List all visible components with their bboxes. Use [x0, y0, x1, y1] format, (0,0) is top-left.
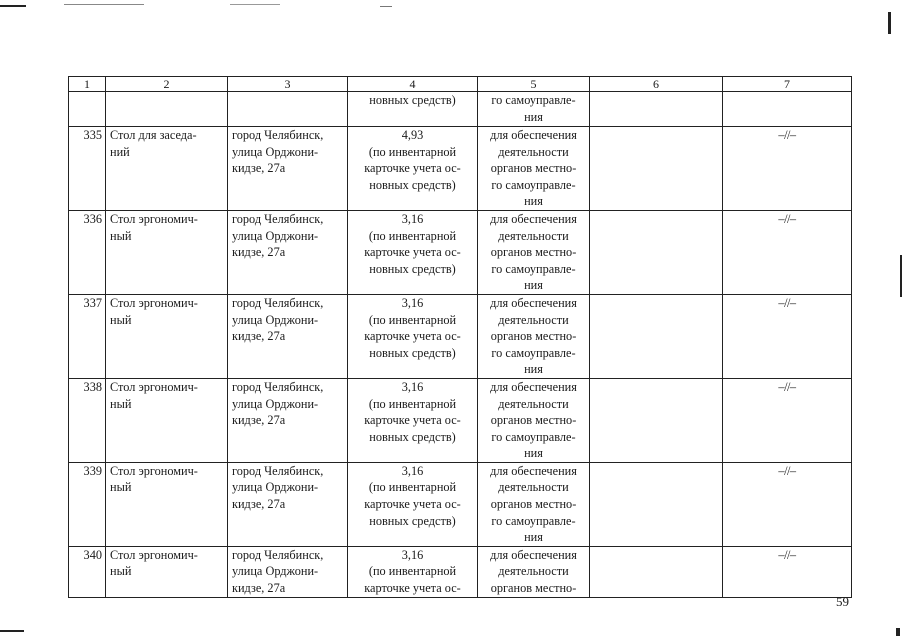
name-line: ный [110, 312, 132, 327]
item-address-cell [228, 127, 348, 211]
item-col7-cell [723, 92, 852, 127]
item-col6-cell [590, 92, 723, 127]
value-line: (по инвентарной [368, 564, 457, 579]
purpose-line: органов местно- [490, 161, 577, 176]
purpose-line: деятельности [498, 480, 569, 495]
value-line: карточке учета ос- [364, 161, 461, 176]
address-line: кидзе, 27а [232, 245, 286, 260]
name-line: Стол для заседа- [110, 128, 197, 142]
address-line: кидзе, 27а [232, 413, 286, 428]
item-value-cell [348, 92, 478, 127]
value-line: (по инвентарной [368, 144, 457, 159]
item-col7-cell: –//– [723, 378, 852, 462]
item-number-cell: 336 [69, 210, 106, 294]
item-number-cell: 335 [69, 127, 106, 211]
purpose-line: деятельности [498, 228, 569, 243]
value-line: 3,16 [401, 463, 424, 478]
purpose-line: го самоуправле- [491, 177, 576, 192]
value-line: карточке учета ос- [364, 329, 461, 344]
purpose-line: ния [524, 109, 543, 124]
name-line: Стол эргономич- [110, 379, 198, 394]
column-number: 2 [106, 77, 228, 92]
item-value-cell [348, 294, 478, 378]
name-line: Стол эргономич- [110, 547, 198, 562]
item-number-cell: 340 [69, 546, 106, 597]
value-line: (по инвентарной [368, 228, 457, 243]
item-address-cell [228, 378, 348, 462]
scan-mark [230, 4, 280, 5]
purpose-line: го самоуправле- [491, 429, 576, 444]
item-col7-cell: –//– [723, 210, 852, 294]
value-line: (по инвентарной [368, 396, 457, 411]
purpose-line: деятельности [498, 564, 569, 579]
item-col6-cell [590, 127, 723, 211]
table-row [69, 462, 852, 546]
name-line: ный [110, 396, 132, 411]
purpose-line: деятельности [498, 312, 569, 327]
name-line: Стол эргономич- [110, 211, 198, 226]
purpose-line: органов местно- [490, 413, 577, 428]
item-value-cell [348, 378, 478, 462]
continuation-row [69, 92, 852, 127]
value-line: карточке учета ос- [364, 245, 461, 260]
item-address-cell [228, 294, 348, 378]
purpose-line: органов местно- [490, 245, 577, 260]
item-purpose-cell [478, 210, 590, 294]
address-line: улица Орджони- [232, 228, 319, 243]
table-row [69, 546, 852, 597]
scan-mark [380, 6, 392, 7]
item-col6-cell [590, 294, 723, 378]
address-line: улица Орджони- [232, 396, 319, 411]
value-line: новных средств) [369, 177, 456, 192]
value-line: 3,16 [401, 547, 424, 562]
address-line: город Челябинск, [232, 379, 324, 394]
purpose-line: для обеспечения [490, 463, 577, 478]
scan-mark [900, 255, 902, 297]
address-line: кидзе, 27а [232, 161, 286, 176]
item-col7-cell: –//– [723, 127, 852, 211]
name-line: ний [110, 144, 130, 159]
purpose-line: го самоуправле- [491, 261, 576, 276]
column-number: 4 [348, 77, 478, 92]
purpose-line: деятельности [498, 144, 569, 159]
purpose-line: го самоуправле- [491, 345, 576, 360]
address-line: улица Орджони- [232, 480, 319, 495]
value-line: 3,16 [401, 295, 424, 310]
item-name-cell [106, 92, 228, 127]
name-line: ный [110, 228, 132, 243]
value-line: новных средств) [369, 429, 456, 444]
table-row [69, 294, 852, 378]
value-line: 3,16 [401, 379, 424, 394]
item-purpose-cell [478, 294, 590, 378]
item-col7-cell: –//– [723, 546, 852, 597]
item-number-cell: 339 [69, 462, 106, 546]
purpose-line: деятельности [498, 396, 569, 411]
item-col6-cell [590, 210, 723, 294]
value-line: 4,93 [401, 128, 424, 142]
column-number: 6 [590, 77, 723, 92]
item-name-cell [106, 462, 228, 546]
item-address-cell [228, 462, 348, 546]
item-col7-cell: –//– [723, 462, 852, 546]
item-col7-cell: –//– [723, 294, 852, 378]
scan-mark [0, 630, 24, 632]
purpose-line: ния [524, 194, 543, 209]
item-address-cell [228, 546, 348, 597]
purpose-line: ния [524, 278, 543, 293]
value-line: карточке учета ос- [364, 497, 461, 512]
item-name-cell [106, 294, 228, 378]
column-number: 3 [228, 77, 348, 92]
address-line: город Челябинск, [232, 211, 324, 226]
page-number: 59 [836, 594, 849, 609]
value-line: 3,16 [401, 211, 424, 226]
column-number: 7 [723, 77, 852, 92]
name-line: Стол эргономич- [110, 295, 198, 310]
item-name-cell [106, 210, 228, 294]
address-line: город Челябинск, [232, 463, 324, 478]
purpose-line: органов местно- [490, 329, 577, 344]
value-line: новных средств) [369, 345, 456, 360]
item-value-cell [348, 546, 478, 597]
name-line: ный [110, 480, 132, 495]
column-number: 1 [69, 77, 106, 92]
item-value-cell [348, 210, 478, 294]
value-line: (по инвентарной [368, 312, 457, 327]
purpose-line: для обеспечения [490, 547, 577, 562]
column-number: 5 [478, 77, 590, 92]
address-line: улица Орджони- [232, 312, 319, 327]
address-line: улица Орджони- [232, 564, 319, 579]
scan-mark [0, 5, 26, 7]
item-col6-cell [590, 378, 723, 462]
purpose-line: ния [524, 362, 543, 377]
property-register-table [68, 76, 852, 598]
address-line: кидзе, 27а [232, 497, 286, 512]
item-value-cell [348, 127, 478, 211]
purpose-line: для обеспечения [490, 379, 577, 394]
purpose-line: для обеспечения [490, 295, 577, 310]
value-line: карточке учета ос- [364, 413, 461, 428]
scan-mark [888, 12, 891, 34]
item-name-cell [106, 546, 228, 597]
purpose-line: го самоуправле- [491, 513, 576, 528]
value-line: новных средств) [369, 261, 456, 276]
item-address-cell [228, 210, 348, 294]
item-col6-cell [590, 546, 723, 597]
value-line: (по инвентарной [368, 480, 457, 495]
item-name-cell [106, 378, 228, 462]
item-purpose-cell [478, 127, 590, 211]
purpose-line: органов местно- [490, 581, 577, 596]
item-purpose-cell [478, 462, 590, 546]
name-line: ный [110, 564, 132, 579]
item-name-cell [106, 127, 228, 211]
item-value-cell [348, 462, 478, 546]
name-line: Стол эргономич- [110, 463, 198, 478]
purpose-line: для обеспечения [490, 211, 577, 226]
purpose-line: органов местно- [490, 497, 577, 512]
item-col6-cell [590, 462, 723, 546]
address-line: кидзе, 27а [232, 329, 286, 344]
address-line: город Челябинск, [232, 128, 324, 142]
item-number-cell: 337 [69, 294, 106, 378]
item-number-cell: 338 [69, 378, 106, 462]
address-line: город Челябинск, [232, 547, 324, 562]
table-row [69, 127, 852, 211]
purpose-line: для обеспечения [490, 128, 577, 142]
value-line: карточке учета ос- [364, 581, 461, 596]
address-line: город Челябинск, [232, 295, 324, 310]
address-line: кидзе, 27а [232, 581, 286, 596]
table-row [69, 210, 852, 294]
table-row [69, 378, 852, 462]
value-line: новных средств) [369, 513, 456, 528]
item-purpose-cell [478, 546, 590, 597]
purpose-line: ния [524, 530, 543, 545]
purpose-line: го самоуправле- [491, 93, 576, 107]
scan-mark [64, 4, 144, 5]
item-purpose-cell [478, 92, 590, 127]
purpose-line: ния [524, 446, 543, 461]
item-address-cell [228, 92, 348, 127]
value-line: новных средств) [369, 93, 456, 107]
item-purpose-cell [478, 378, 590, 462]
item-number-cell [69, 92, 106, 127]
column-number-header-row [69, 77, 852, 92]
address-line: улица Орджони- [232, 144, 319, 159]
scan-mark [896, 628, 900, 636]
